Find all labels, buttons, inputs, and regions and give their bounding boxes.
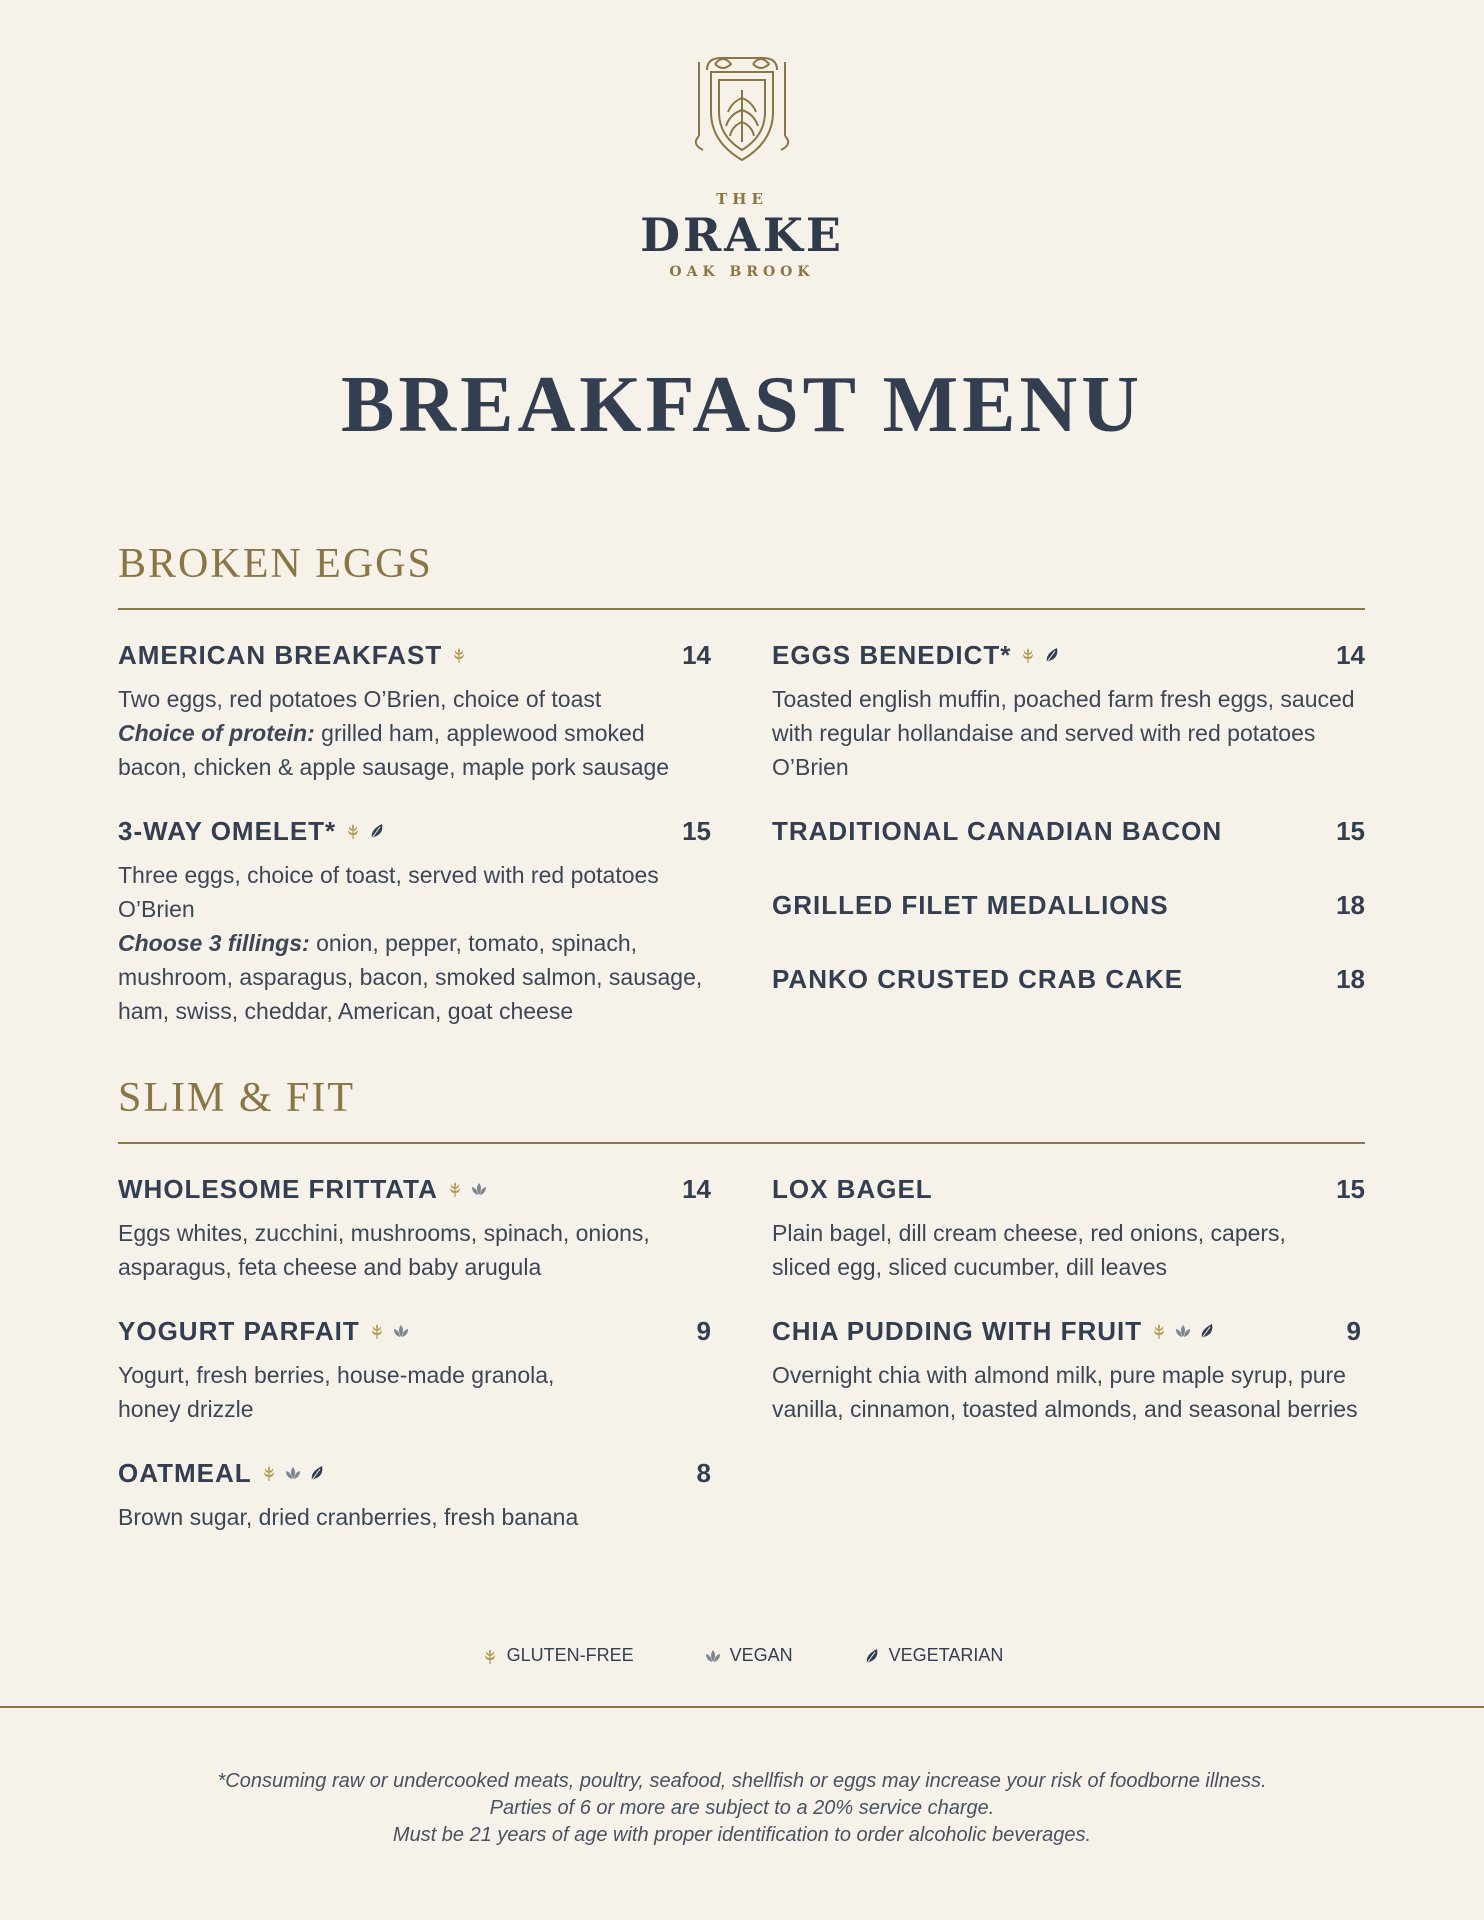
item-price: 14 [682,639,711,670]
right-column [772,1172,1365,1564]
logo-the: THE [716,190,768,208]
item-description: Three eggs, choice of toast, served with red potatoes O’Brien Choose 3 fillings: onion, pepper, tomato, spinach, mushroom, asparagus, bacon, smoked salmon, sausage, ham, swiss, cheddar, American, goat cheese [118,862,703,1024]
disclaimer-line: *Consuming raw or undercooked meats, poultry, seafood, shellfish or eggs may increase your risk of foodborne illness. [217,1770,1267,1792]
legend-vegan [704,1645,793,1666]
item-name: CHIA PUDDING WITH FRUIT [772,1315,1143,1346]
item-price: 9 [696,1315,711,1346]
item-description: Plain bagel, dill cream cheese, red onions, capers, sliced egg, sliced cucumber, dill leaves [772,1220,1286,1280]
item-name: OATMEAL [118,1457,252,1488]
menu-item [118,1456,711,1534]
vegetarian-icon [863,1647,881,1665]
item-name: LOX BAGEL [772,1173,933,1204]
menu-item [772,1172,1365,1284]
gluten-free-icon [1019,646,1037,664]
vegan-icon [284,1464,302,1482]
item-name: AMERICAN BREAKFAST [118,639,443,670]
vegetarian-icon [1043,646,1061,664]
item-name: EGGS BENEDICT* [772,639,1012,670]
item-price: 15 [1336,815,1365,846]
item-name: WHOLESOME FRITTATA [118,1173,438,1204]
item-price: 18 [1336,963,1365,994]
legend-label: VEGAN [729,1645,793,1665]
item-name: PANKO CRUSTED CRAB CAKE [772,963,1184,994]
item-name: GRILLED FILET MEDALLIONS [772,889,1169,920]
legend-label: GLUTEN-FREE [506,1645,634,1665]
logo [0,50,1484,280]
item-name: 3-WAY OMELET* [118,815,337,846]
item-description: Two eggs, red potatoes O’Brien, choice of toast Choice of protein: grilled ham, applewood smoked bacon, chicken & apple sausage, maple pork sausage [118,686,670,780]
footer-divider [0,1706,1484,1708]
left-column [118,1172,711,1564]
menu-item [772,888,1365,922]
crest-logo-icon [687,50,797,170]
item-description: Overnight chia with almond milk, pure maple syrup, pure vanilla, cinnamon, toasted almonds, and seasonal berries [772,1362,1358,1422]
logo-location: OAK BROOK [669,264,815,280]
menu-item [772,962,1365,996]
section-divider [118,1142,1365,1144]
item-price: 8 [696,1457,711,1488]
item-price: 14 [1336,639,1365,670]
item-price: 15 [682,815,711,846]
menu-item [118,1314,711,1426]
vegetarian-icon [368,822,386,840]
item-name: TRADITIONAL CANADIAN BACON [772,815,1223,846]
footer-disclaimer [0,1768,1484,1849]
left-column [118,638,711,1058]
gluten-free-icon [1150,1322,1168,1340]
vegetarian-icon [1198,1322,1216,1340]
section-divider [118,608,1365,610]
vegetarian-icon [308,1464,326,1482]
gluten-free-icon [481,1647,499,1665]
vegan-icon [1174,1322,1192,1340]
gluten-free-icon [450,646,468,664]
vegan-icon [392,1322,410,1340]
section-slim-fit [118,1074,1365,1564]
menu-item [118,1172,711,1284]
item-description: Eggs whites, zucchini, mushrooms, spinach, onions, asparagus, feta cheese and baby arugula [118,1220,650,1280]
dietary-legend [0,1645,1484,1666]
item-name: YOGURT PARFAIT [118,1315,360,1346]
menu-item [772,1314,1365,1426]
menu-item [772,638,1365,784]
gluten-free-icon [368,1322,386,1340]
item-price: 15 [1336,1173,1365,1204]
menu-item [118,638,711,784]
item-description: Yogurt, fresh berries, house-made granola, honey drizzle [118,1362,555,1422]
item-price: 18 [1336,889,1365,920]
gluten-free-icon [344,822,362,840]
menu-item [118,814,711,1028]
item-price: 9 [1346,1315,1361,1346]
gluten-free-icon [260,1464,278,1482]
menu-item [772,814,1365,848]
disclaimer-line: Parties of 6 or more are subject to a 20% service charge. [489,1797,995,1819]
gluten-free-icon [446,1180,464,1198]
item-description: Toasted english muffin, poached farm fresh eggs, sauced with regular hollandaise and served with red potatoes O’Brien [772,686,1355,780]
item-price: 14 [682,1173,711,1204]
legend-vegetarian [863,1645,1004,1666]
legend-label: VEGETARIAN [888,1645,1004,1665]
disclaimer-line: Must be 21 years of age with proper identification to order alcoholic beverages. [392,1824,1092,1846]
right-column [772,638,1365,1058]
logo-name: DRAKE [640,208,844,262]
legend-gluten-free [481,1645,634,1666]
page-title: BREAKFAST MENU [340,361,1143,449]
item-description: Brown sugar, dried cranberries, fresh banana [118,1504,579,1530]
vegan-icon [704,1647,722,1665]
section-title: SLIM & FIT [118,1075,356,1121]
vegan-icon [470,1180,488,1198]
section-broken-eggs [118,540,1365,1058]
section-title: BROKEN EGGS [118,541,433,587]
